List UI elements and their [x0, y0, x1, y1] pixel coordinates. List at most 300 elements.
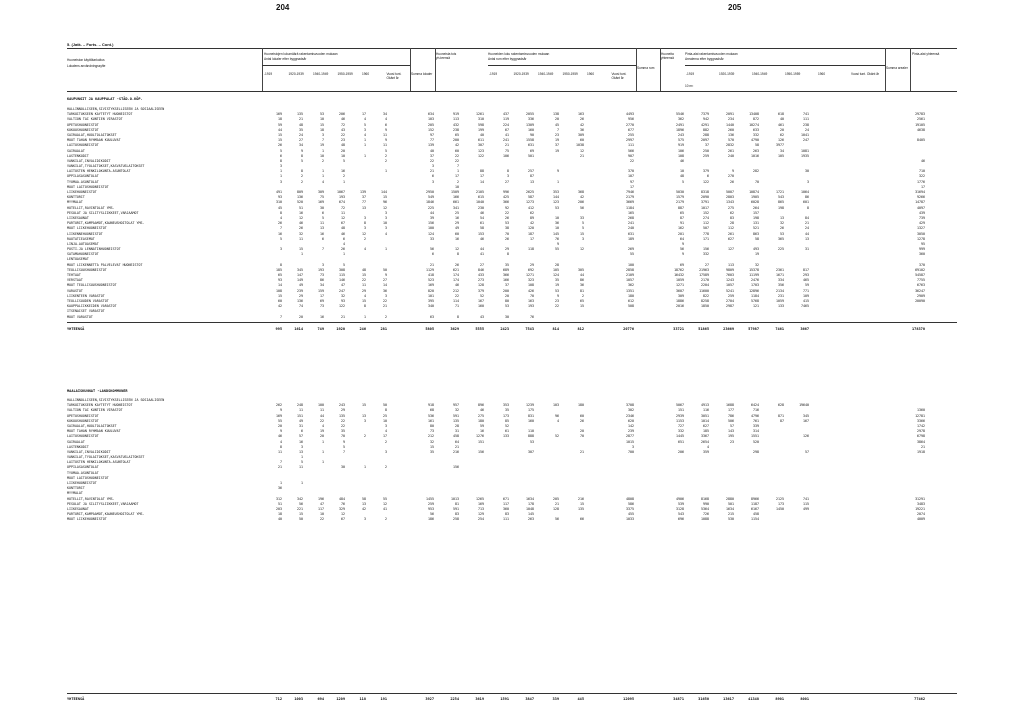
cell: 5768 [751, 298, 759, 303]
cell: 112 [703, 221, 709, 226]
cell: 10 [555, 215, 559, 220]
cell: 1013 [451, 496, 459, 501]
cell: 523 [428, 278, 434, 283]
cell: 5 [280, 236, 282, 241]
cell: 22 [341, 418, 345, 423]
cell: 61 [480, 221, 484, 226]
cell: 7 [322, 138, 324, 143]
cell: 13 [320, 226, 324, 231]
total-cell: 1614 [294, 327, 303, 331]
row-label: MUUT LAITOSHUONEISTOT [67, 184, 109, 189]
row-label: LAITOSTEN HENKILÖKUNTA-ASUNTOLAT [67, 169, 131, 174]
cell: 46 [299, 221, 303, 226]
cell: 3 [301, 444, 303, 449]
cell: 1129 [426, 267, 434, 272]
row-label: HOTELLIT,RAVINTOLAT YMS. [67, 496, 115, 501]
cell: 5067 [676, 403, 684, 408]
row-label: PARTURIT,KAMPAAMOT,KAUNEUSHOITOLAT YMS. [67, 221, 145, 226]
cell: 234 [728, 117, 734, 122]
cell: 4493 [626, 112, 634, 117]
cell: 38 [505, 226, 509, 231]
cell: 907 [628, 153, 634, 158]
cell: 19 [320, 143, 324, 148]
cell: 2346 [626, 413, 634, 418]
cell: 2997 [626, 138, 634, 143]
cell: 1057 [726, 283, 734, 288]
cell: 990 [703, 501, 709, 506]
cell: 63 [430, 314, 434, 319]
cell: 329 [339, 506, 345, 511]
cell: 53 [505, 221, 509, 226]
cell: 362 [628, 283, 634, 288]
cell: 259 [428, 501, 434, 506]
group2-title-sv: Antal rum efter byggnadsår [488, 57, 527, 61]
cell: 48 [362, 267, 366, 272]
cell: 7 [280, 460, 282, 465]
cell: 1551 [751, 434, 759, 439]
cell: 212 [453, 288, 459, 293]
cell: 575 [678, 138, 684, 143]
row-label: SAIRAALAT [67, 439, 85, 444]
cell: 19 [755, 252, 759, 257]
cell: 919 [678, 143, 684, 148]
cell: 114 [453, 298, 459, 303]
cell: 359 [703, 449, 709, 454]
cell: 9 [280, 429, 282, 434]
cell: 7 [280, 226, 282, 231]
cell: 6763 [917, 283, 925, 288]
total-cell: 13617 [723, 697, 734, 701]
row-label: LAITOSHUONEISTOT [67, 434, 99, 439]
g1-cols-5: Vuosi tunt. Okänt år [386, 72, 402, 80]
cell: 87 [780, 418, 784, 423]
cell: 90 [530, 132, 534, 137]
total-cell: 3629 [450, 327, 459, 331]
cell: 93 [278, 195, 282, 200]
cell: 2803 [726, 195, 734, 200]
cell: 3 [385, 215, 387, 220]
cell: 9 [385, 273, 387, 277]
cell: 21 [580, 449, 584, 454]
cell: 67 [505, 127, 509, 132]
cell: 4 [364, 132, 366, 137]
cell: 224 [503, 122, 509, 127]
cell: 2858 [626, 267, 634, 272]
cell: 340 [428, 304, 434, 309]
cell: 26 [505, 236, 509, 241]
cell: 10 [341, 153, 345, 158]
cell: 14 [480, 179, 484, 184]
cell: 163 [578, 112, 584, 117]
group2-head: Huoneista tois yh-teensä [436, 52, 457, 60]
cell: 5 [343, 262, 345, 267]
cell: 2204 [701, 283, 709, 288]
cell: 37 [430, 153, 434, 158]
cell: 2654 [701, 439, 709, 444]
total-cell: 41348 [748, 697, 759, 701]
cell: 243 [678, 132, 684, 137]
cell: 425 [503, 195, 509, 200]
cell: 259 [728, 293, 734, 298]
cell: 105 [553, 267, 559, 272]
cell: 530 [728, 517, 734, 522]
cell: 339 [753, 423, 759, 428]
cell: 631 [528, 143, 534, 148]
cell: 56 [430, 512, 434, 517]
cell: 26 [341, 247, 345, 252]
cell: 22 [341, 423, 345, 428]
cell: 180 [578, 403, 584, 408]
cell: 1846 [426, 200, 434, 205]
cell: 36247 [915, 288, 925, 293]
total-cell: 8901 [775, 697, 784, 701]
cell: 49 [299, 418, 303, 423]
cell: 15 [580, 231, 584, 236]
cell: 305 [578, 267, 584, 272]
stub-heading-sv: Lokalens användningssyfte [67, 64, 106, 68]
cell: 46 [480, 408, 484, 413]
cell: 108 [678, 153, 684, 158]
cell: 74 [299, 304, 303, 309]
cell: 822 [703, 293, 709, 298]
cell: 187 [528, 231, 534, 236]
cell: 2179 [626, 195, 634, 200]
cell: 62 [730, 210, 734, 215]
group4-head: Pinta-alat yhteensä [912, 52, 940, 56]
cell: 89 [530, 215, 534, 220]
cell: 16 [278, 231, 282, 236]
cell: 257 [528, 169, 534, 174]
cell: 566 [628, 148, 634, 153]
cell: 80 [505, 298, 509, 303]
cell: 138 [553, 112, 559, 117]
cell: 69102 [915, 267, 925, 272]
stub-heading-fi: Huoneiston käyttötarkoitus [67, 58, 105, 62]
total-cell: 246 [359, 327, 366, 331]
cell: 70 [580, 434, 584, 439]
cell: 59 [278, 122, 282, 127]
cell: 33 [580, 215, 584, 220]
cell: 15 [299, 512, 303, 517]
cell: 29 [505, 247, 509, 252]
cell: 54 [480, 215, 484, 220]
cell: 10 [320, 117, 324, 122]
row-label: HOTELLIT,RAVINTOLAT YMS. [67, 205, 115, 210]
cell: 18762 [674, 267, 684, 272]
group2-sum: Summa rum [637, 66, 655, 70]
cell: 21 [505, 143, 509, 148]
cell: 4291 [701, 122, 709, 127]
cell: 221 [297, 506, 303, 511]
cell: 80 [430, 423, 434, 428]
cell: 147 [297, 273, 303, 277]
cell: 26 [780, 226, 784, 231]
cell: 39 [430, 215, 434, 220]
cell: 871 [778, 413, 784, 418]
cell: 3 [385, 293, 387, 298]
cell: 261 [728, 231, 734, 236]
cell: 45 [555, 122, 559, 127]
cell: 145 [553, 231, 559, 236]
cell: 46 [341, 117, 345, 122]
cell: 1343 [726, 200, 734, 205]
cell: 87 [530, 174, 534, 179]
cell: 1886 [676, 298, 684, 303]
cell: 50 [299, 517, 303, 522]
cell: 1 [364, 314, 366, 319]
cell: 165 [628, 210, 634, 215]
row-label: TARKOITUKSEEN KÄYTETYT HUONEISTOT [67, 112, 133, 117]
cell: 6 [385, 122, 387, 127]
cell: 8405 [917, 138, 925, 143]
cell: 370 [628, 169, 634, 174]
cell: 7603 [726, 273, 734, 277]
cell: 109 [803, 293, 809, 298]
cell: 461 [778, 122, 784, 127]
cell: 618 [778, 112, 784, 117]
cell: 20 [299, 314, 303, 319]
cell: 193 [528, 304, 534, 309]
cell: 1 [322, 174, 324, 179]
cell: 32 [780, 221, 784, 226]
cell: 57 [805, 449, 809, 454]
cell: 44 [320, 413, 324, 418]
cell: 37 [505, 283, 509, 288]
cell: 13 [805, 236, 809, 241]
cell: 432 [453, 122, 459, 127]
cell: 314 [753, 429, 759, 434]
cell: 248 [297, 403, 303, 408]
cell: 831 [528, 413, 534, 418]
cell: 56 [299, 501, 303, 506]
group3-title-sv: Arealerna efter byggnadsår [685, 57, 724, 61]
cell: 20 [278, 423, 282, 428]
cell: 19 [555, 148, 559, 153]
cell: 22 [455, 158, 459, 163]
cell: 341 [453, 205, 459, 210]
cell: 200 [503, 288, 509, 293]
cell: 7 [343, 449, 345, 454]
g3-cols-3: 1950-1959 [785, 72, 801, 76]
section-rural-rows [67, 398, 957, 523]
row-label: OPETUSHUONEISTOT [67, 122, 99, 127]
cell: 353 [553, 190, 559, 194]
cell: 26 [299, 226, 303, 231]
cell: 10 [383, 418, 387, 423]
cell: 8 [280, 158, 282, 163]
cell: 177 [728, 408, 734, 413]
cell: 4796 [751, 413, 759, 418]
cell: 65 [278, 273, 282, 277]
cell: 7946 [626, 190, 634, 194]
cell: 15378 [749, 267, 759, 272]
cell: 127 [728, 247, 734, 252]
cell: 111 [803, 117, 809, 122]
cell: 14787 [915, 200, 925, 205]
g2-cols-3: 1950-1959 [562, 72, 578, 76]
cell: 32 [430, 439, 434, 444]
cell: 7755 [917, 278, 925, 283]
cell: 28 [730, 221, 734, 226]
cell: 3375 [626, 506, 634, 511]
cell: 1 [322, 148, 324, 153]
cell: 16 [341, 169, 345, 174]
cell: 48 [341, 226, 345, 231]
cell: 58 [362, 496, 366, 501]
cell: 44 [580, 273, 584, 277]
cell: 771 [803, 288, 809, 293]
cell: 21963 [699, 267, 709, 272]
cell: 7 [557, 127, 559, 132]
cell: 9 [280, 408, 282, 413]
total-cell: 34871 [673, 697, 684, 701]
total-cell: 1209 [336, 697, 345, 701]
cell: 2055 [526, 112, 534, 117]
cell: 107 [628, 174, 634, 179]
row-label: MUUT TÄHÄN RYHMÄÄN KUULUVAT [67, 429, 121, 434]
cell: 34 [383, 112, 387, 117]
cell: 261 [728, 148, 734, 153]
g2-cols-0: -1919 [489, 72, 498, 76]
cell: 6 [432, 174, 434, 179]
cell: 1014 [701, 418, 709, 423]
cell: 4 [322, 179, 324, 184]
row-label: LIIKEHUONEISTOT [67, 481, 97, 485]
cell: 631 [628, 231, 634, 236]
cell: 231 [778, 293, 784, 298]
cell: 2 [385, 314, 387, 319]
cell: 3050 [917, 231, 925, 236]
cell: 201 [678, 231, 684, 236]
cell: 1015 [626, 439, 634, 444]
cell: 5 [364, 122, 366, 127]
cell: 144 [381, 190, 387, 194]
cell: 19 [555, 283, 559, 288]
cell: 2939 [676, 413, 684, 418]
cell: 8 [301, 153, 303, 158]
cell: 169 [318, 200, 324, 205]
cell: 21 [430, 169, 434, 174]
cell: 1 [301, 455, 303, 460]
cell: 4 [343, 241, 345, 246]
cell: 21 [430, 262, 434, 267]
cell: 243 [339, 403, 345, 408]
cell: 45 [278, 205, 282, 210]
cell: 97 [430, 132, 434, 137]
g3-cols-1: 1920-1939 [719, 72, 735, 76]
g1-cols-1: 1920-1939 [288, 72, 304, 76]
cell: 115 [339, 273, 345, 277]
section-rural-title: MAALAISKUNNAT -LANDSKOMMUNER [67, 389, 128, 393]
cell: 3 [280, 179, 282, 184]
row-label: VALTION TAI KUNTIEN VIRASTOT [67, 117, 123, 122]
total-cell: 8001 [800, 697, 809, 701]
cell: 47 [341, 283, 345, 288]
cell: 106 [678, 148, 684, 153]
row-label: OPPILASASUNTOLAT [67, 465, 99, 470]
cell: 68 [430, 408, 434, 413]
cell: 2987 [726, 304, 734, 309]
cell: 587 [528, 195, 534, 200]
cell: 10 [680, 169, 684, 174]
cell: 12 [362, 231, 366, 236]
total-cell: 749 [317, 327, 324, 331]
cell: 620 [628, 418, 634, 423]
cell: 238 [453, 127, 459, 132]
cell: 362 [678, 117, 684, 122]
cell: 332 [753, 132, 759, 137]
cell: 356 [778, 283, 784, 288]
cell: 4097 [917, 205, 925, 210]
row-label: VANKILAT,TYÖLAITOKSET,KASVATUSLAITOKSET [67, 455, 145, 460]
row-label: LASTENKODIT [67, 153, 89, 158]
row-label: PESULAT JA SILITYSLIIKKEET,VARJÄÄMÖT [67, 210, 139, 215]
cell: 4 [364, 293, 366, 298]
cell: 200 [453, 138, 459, 143]
cell: 62 [530, 210, 534, 215]
cell: 5364 [701, 506, 709, 511]
cell: 160 [528, 418, 534, 423]
cell: 35 [341, 429, 345, 434]
cell: 12 [341, 215, 345, 220]
cell: 31 [299, 423, 303, 428]
cell: 520 [297, 200, 303, 205]
cell: 86 [805, 195, 809, 200]
cell: 40 [780, 117, 784, 122]
cell: 75 [320, 195, 324, 200]
cell: 2561 [917, 117, 925, 122]
cell: 586 [628, 501, 634, 506]
cell: 11 [299, 465, 303, 470]
cell: 5241 [726, 288, 734, 293]
cell: 22 [341, 132, 345, 137]
cell: 491 [276, 190, 282, 194]
row-label: PARTURIT,KAMPAAMOT,KAUNEUSHOITOLAT YMS. [67, 512, 145, 517]
cell: 254 [478, 517, 484, 522]
cell: 1 [301, 481, 303, 485]
cell: 2125 [776, 496, 784, 501]
cell: 1239 [526, 403, 534, 408]
total-cell: 339 [552, 697, 559, 701]
cell: 193 [339, 195, 345, 200]
cell: 274 [703, 215, 709, 220]
cell: 2134 [776, 288, 784, 293]
g2-cols-4: 1960 [587, 72, 595, 76]
cell: 1776 [917, 179, 925, 184]
cell: 8258 [701, 298, 709, 303]
cell: 6 [343, 236, 345, 241]
cell: 53 [505, 304, 509, 309]
cell: 5 [582, 221, 584, 226]
cell: 169 [478, 501, 484, 506]
cell: 51 [278, 501, 282, 506]
cell: 956 [628, 117, 634, 122]
cell: 156 [478, 449, 484, 454]
cell: 173 [778, 501, 784, 506]
cell: 501 [528, 153, 534, 158]
cell: 484 [339, 496, 345, 501]
cell: 9 [682, 241, 684, 246]
cell: 174 [453, 273, 459, 277]
cell: 17 [455, 174, 459, 179]
cell: 65 [680, 210, 684, 215]
cell: 395 [428, 298, 434, 303]
cell: 44 [278, 127, 282, 132]
cell: 67 [341, 517, 345, 522]
g2-cols-5: Vuosi tunt. Okänt år [611, 72, 627, 80]
cell: 135 [297, 112, 303, 117]
cell: 55 [630, 252, 634, 257]
